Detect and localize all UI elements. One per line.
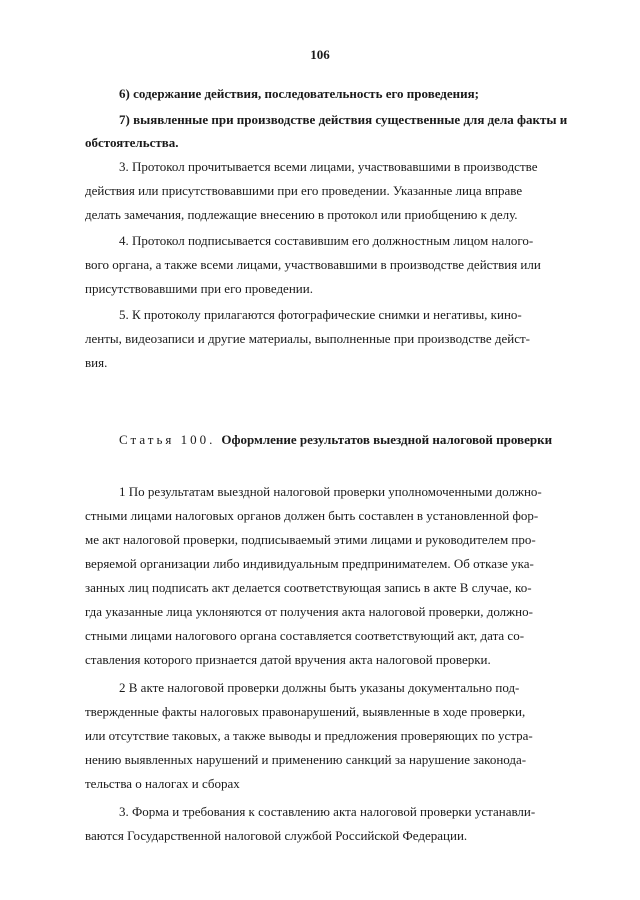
paragraph-4-line-1: 4. Протокол подписывается составившим его должностным лицом налого- <box>119 233 534 248</box>
paragraph-5-line-3: вия. <box>85 355 108 370</box>
a100-p1-line-8: ставления которого признается датой вручения акта налоговой проверки. <box>85 652 491 667</box>
article-label: Статья 100. <box>119 432 216 447</box>
paragraph-5-line-2: ленты, видеозаписи и другие материалы, выполненные при производстве дейст- <box>85 331 530 346</box>
item-7-line-1: 7) выявленные при производстве действия существенные для дела факты и <box>119 112 568 127</box>
item-6: 6) содержание действия, последовательность его проведения; <box>119 86 480 101</box>
a100-p3-line-2: ваются Государственной налоговой службой Российской Федерации. <box>85 828 468 843</box>
paragraph-3-line-3: делать замечания, подлежащие внесению в протокол или приобщению к делу. <box>85 207 518 222</box>
a100-p2-line-2: твержденные факты налоговых правонарушений, выявленные в ходе проверки, <box>85 704 526 719</box>
a100-p3-line-1: 3. Форма и требования к составлению акта налоговой проверки устанавли- <box>119 804 536 819</box>
a100-p2-line-4: нению выявленных нарушений и применению санкций за нарушение законода- <box>85 752 527 767</box>
paragraph-5-line-1: 5. К протоколу прилагаются фотографические снимки и негативы, кино- <box>119 307 522 322</box>
a100-p1-line-7: стными лицами налогового органа составляется соответствующий акт, дата со- <box>85 628 525 643</box>
a100-p1-line-5: занных лиц подписать акт делается соответствующая запись в акте В случае, ко- <box>85 580 532 595</box>
item-7-line-2: обстоятельства. <box>85 135 179 150</box>
paragraph-3-line-2: действия или присутствовавшими при его проведении. Указанные лица вправе <box>85 183 523 198</box>
a100-p1-line-2: стными лицами налоговых органов должен быть составлен в установленной фор- <box>85 508 539 523</box>
a100-p2-line-1: 2 В акте налоговой проверки должны быть указаны документально под- <box>119 680 520 695</box>
paragraph-4-line-2: вого органа, а также всеми лицами, участвовавшими в производстве действия или <box>85 257 541 272</box>
a100-p1-line-4: веряемой организации либо индивидуальным предпринимателем. Об отказе ука- <box>85 556 534 571</box>
a100-p1-line-6: гда указанные лица уклоняются от получения акта налоговой проверки, должно- <box>85 604 533 619</box>
paragraph-4-line-3: присутствовавшими при его проведении. <box>85 281 313 296</box>
a100-p2-line-3: или отсутствие таковых, а также выводы и предложения проверяющих по устра- <box>85 728 533 743</box>
page-number: 106 <box>310 47 330 62</box>
paragraph-3-line-1: 3. Протокол прочитывается всеми лицами, участвовавшими в производстве <box>119 159 538 174</box>
a100-p2-line-5: тельства о налогах и сборах <box>85 776 240 791</box>
article-title: Оформление результатов выездной налоговой проверки <box>221 432 553 447</box>
a100-p1-line-3: ме акт налоговой проверки, подписываемый этими лицами и руководителем про- <box>85 532 536 547</box>
article-100-heading <box>119 432 552 448</box>
a100-p1-line-1: 1 По результатам выездной налоговой проверки уполномоченными должно- <box>119 484 542 499</box>
